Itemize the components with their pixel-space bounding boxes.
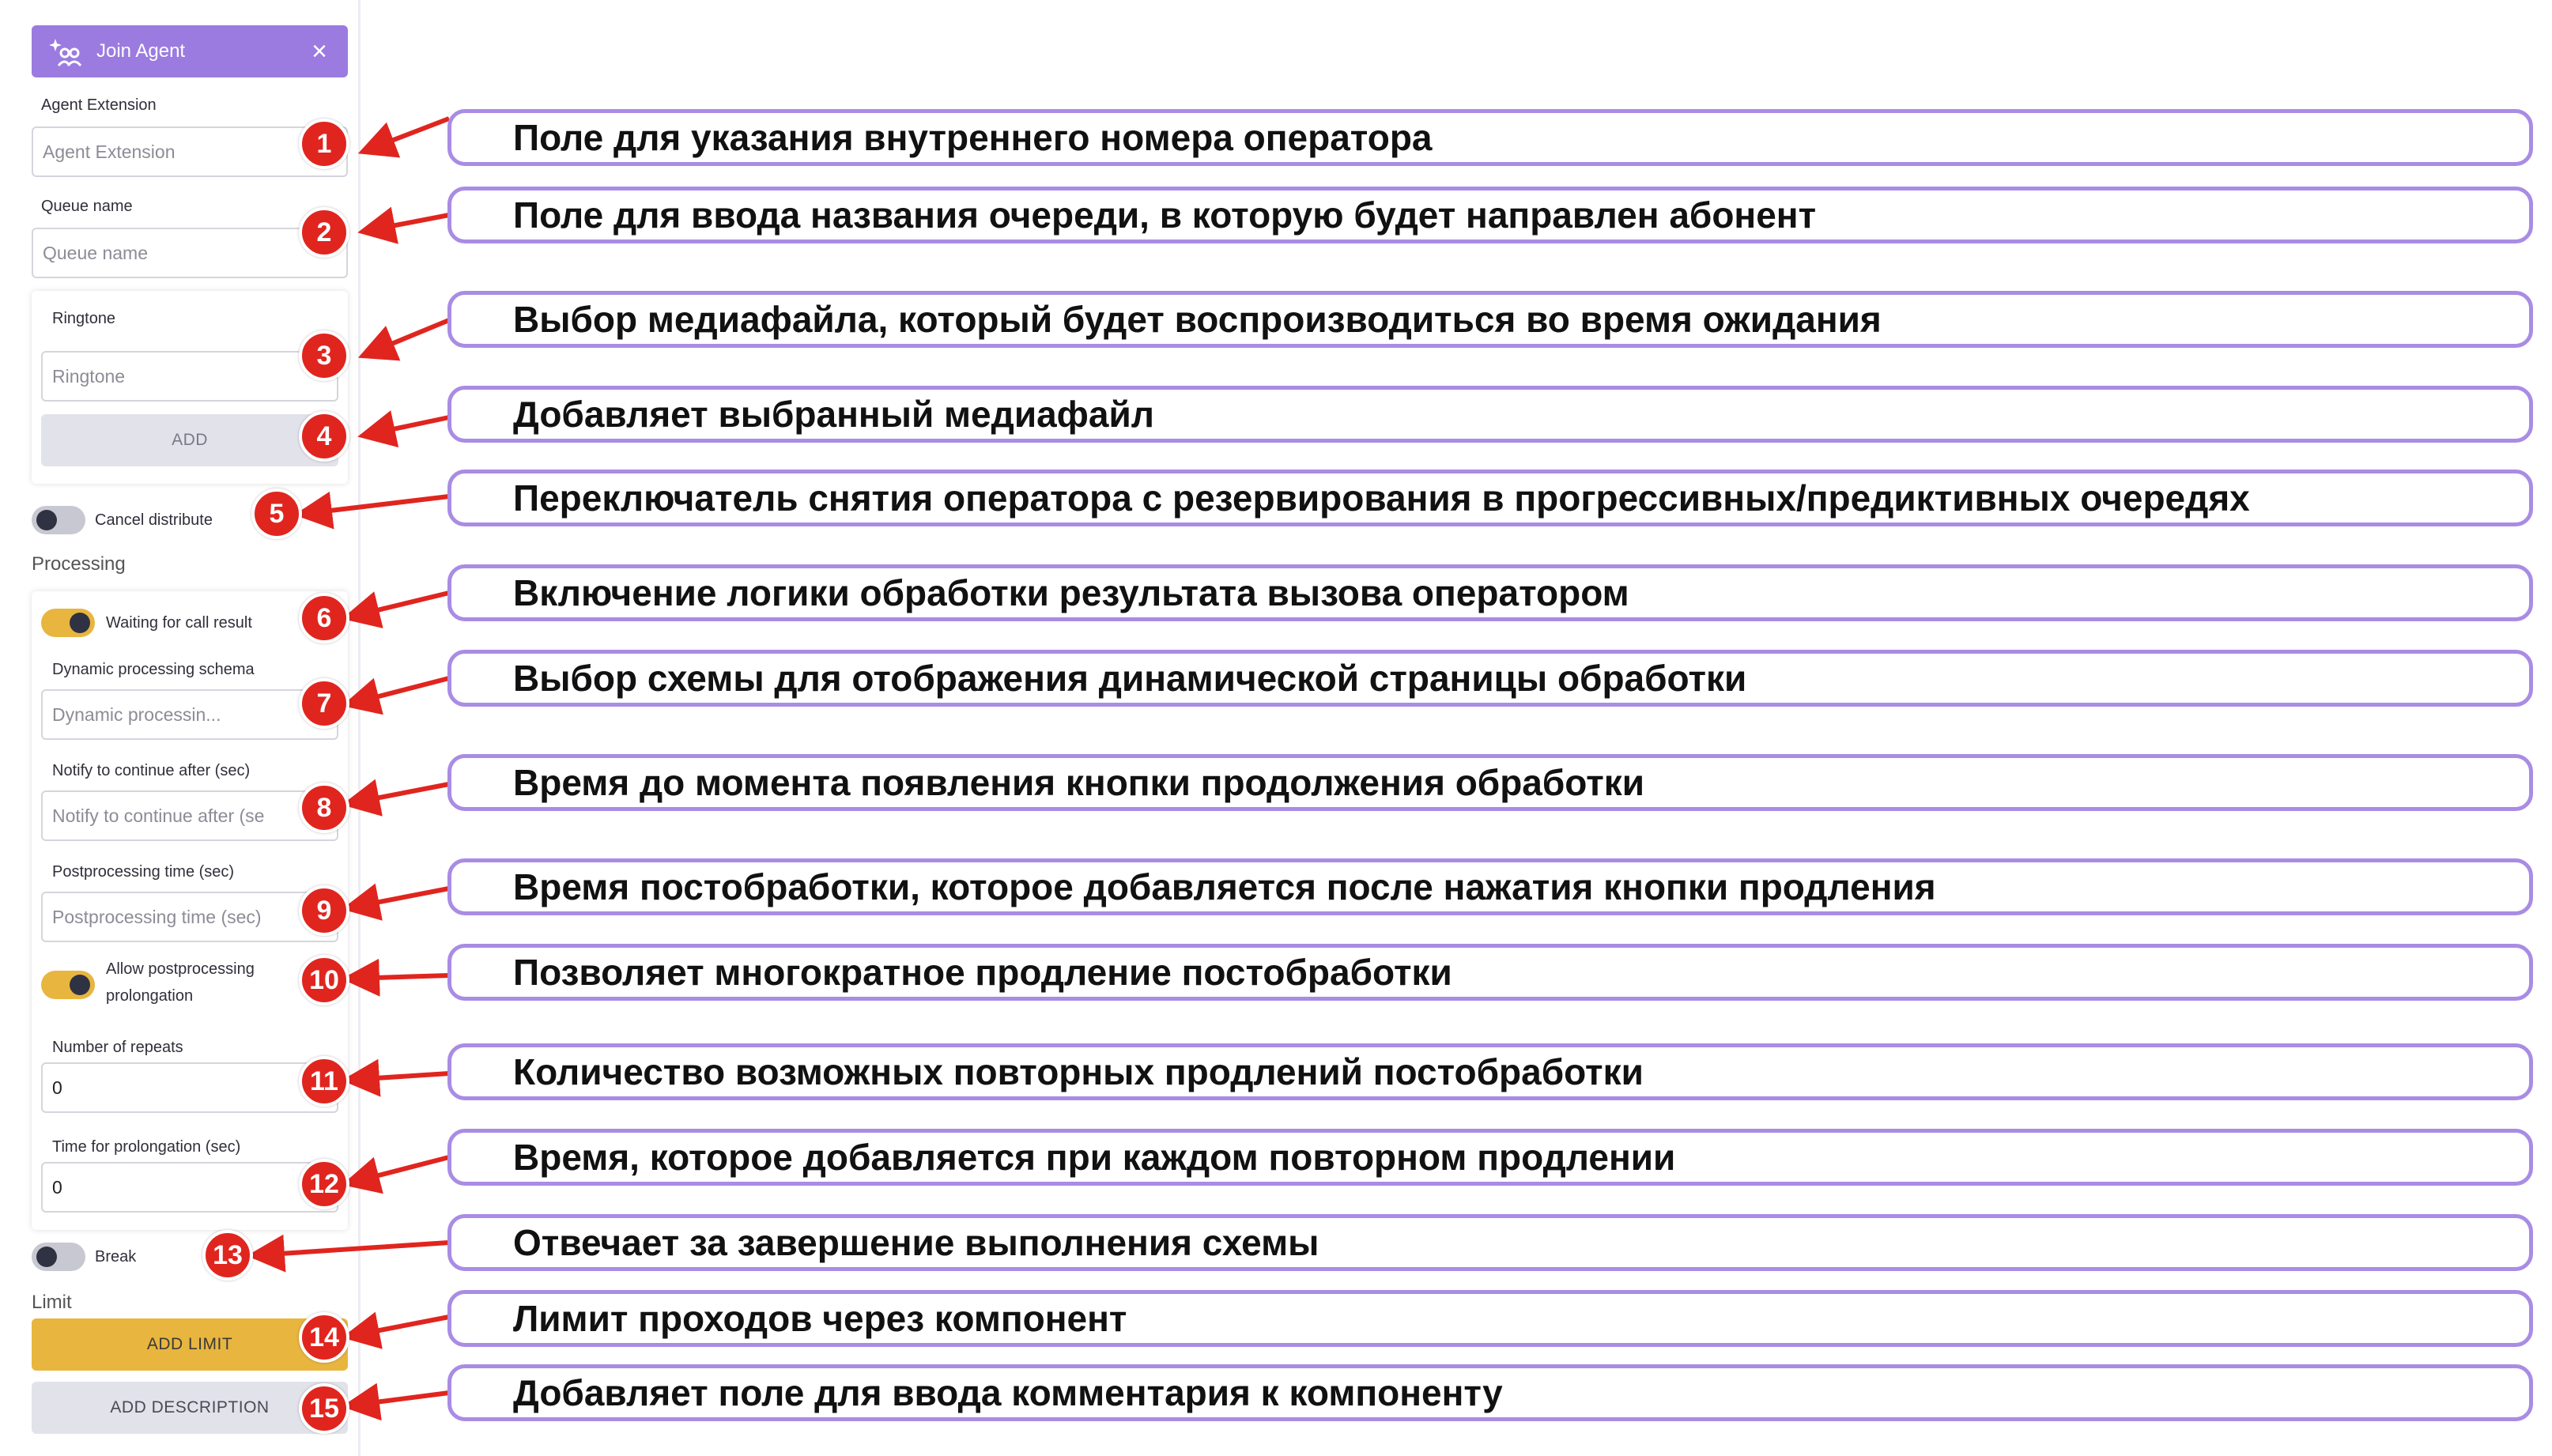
callout-badge-8: 8 bbox=[299, 783, 349, 833]
postprocessing-label: Postprocessing time (sec) bbox=[52, 863, 235, 881]
arrow-5 bbox=[304, 496, 449, 514]
close-icon[interactable]: × bbox=[311, 36, 327, 66]
callout-badge-12: 12 bbox=[299, 1159, 349, 1209]
notify-label: Notify to continue after (sec) bbox=[52, 762, 251, 779]
callout-badge-10: 10 bbox=[299, 955, 349, 1005]
repeats-label: Number of repeats bbox=[52, 1039, 183, 1056]
processing-section-title: Processing bbox=[32, 553, 126, 575]
cancel-distribute-label: Cancel distribute bbox=[95, 511, 213, 529]
callout-text-4: Добавляет выбранный медиафайл bbox=[447, 386, 2533, 443]
callout-text-11: Количество возможных повторных продлений постобработки bbox=[447, 1043, 2533, 1100]
arrow-15 bbox=[351, 1393, 449, 1405]
waiting-for-call-result-label: Waiting for call result bbox=[106, 614, 252, 632]
arrow-8 bbox=[351, 784, 449, 803]
callout-text-13: Отвечает за завершение выполнения схемы bbox=[447, 1214, 2533, 1271]
add-description-button[interactable]: ADD DESCRIPTION bbox=[32, 1382, 348, 1434]
callout-badge-9: 9 bbox=[299, 885, 349, 936]
callout-badge-6: 6 bbox=[299, 593, 349, 643]
callout-text-1: Поле для указания внутреннего номера оператора bbox=[447, 109, 2533, 166]
callout-text-14: Лимит проходов через компонент bbox=[447, 1290, 2533, 1347]
callout-badge-13: 13 bbox=[202, 1230, 253, 1281]
arrow-12 bbox=[351, 1157, 449, 1183]
callout-badge-4: 4 bbox=[299, 411, 349, 462]
callout-text-6: Включение логики обработки результата вызова оператором bbox=[447, 564, 2533, 621]
arrow-14 bbox=[351, 1317, 449, 1336]
callout-badge-2: 2 bbox=[299, 207, 349, 258]
callout-text-10: Позволяет многократное продление постобработки bbox=[447, 944, 2533, 1001]
callout-text-9: Время постобработки, которое добавляется после нажатия кнопки продления bbox=[447, 858, 2533, 915]
agent-extension-input[interactable]: Agent Extension bbox=[32, 126, 348, 177]
limit-section-title: Limit bbox=[32, 1292, 72, 1313]
panel-title: Join Agent bbox=[96, 40, 186, 62]
ringtone-label: Ringtone bbox=[52, 310, 116, 327]
callout-text-8: Время до момента появления кнопки продолжения обработки bbox=[447, 754, 2533, 811]
arrow-7 bbox=[351, 678, 449, 703]
arrow-2 bbox=[367, 215, 449, 231]
callout-badge-3: 3 bbox=[299, 330, 349, 381]
callout-badge-7: 7 bbox=[299, 678, 349, 729]
queue-name-label: Queue name bbox=[41, 198, 133, 215]
notify-input[interactable]: Notify to continue after (se bbox=[41, 790, 338, 841]
allow-prolongation-label-line2: prolongation bbox=[106, 987, 194, 1005]
allow-prolongation-label-line1: Allow postprocessing bbox=[106, 960, 255, 978]
arrow-6 bbox=[351, 593, 449, 617]
arrow-9 bbox=[351, 888, 449, 907]
prolongation-time-label: Time for prolongation (sec) bbox=[52, 1138, 241, 1156]
repeats-input[interactable]: 0 bbox=[41, 1062, 338, 1113]
postprocessing-input[interactable]: Postprocessing time (sec) bbox=[41, 892, 338, 942]
agent-extension-label: Agent Extension bbox=[41, 96, 157, 114]
callout-badge-1: 1 bbox=[299, 119, 349, 169]
queue-name-input[interactable]: Queue name bbox=[32, 228, 348, 278]
add-ringtone-button[interactable]: ADD bbox=[41, 414, 338, 466]
dynamic-schema-select[interactable]: Dynamic processin... bbox=[41, 689, 338, 740]
callout-text-7: Выбор схемы для отображения динамической страницы обработки bbox=[447, 650, 2533, 707]
arrow-3 bbox=[367, 320, 449, 354]
callout-text-3: Выбор медиафайла, который будет воспроизводиться во время ожидания bbox=[447, 291, 2533, 348]
dynamic-schema-label: Dynamic processing schema bbox=[52, 661, 255, 678]
callout-badge-11: 11 bbox=[299, 1056, 349, 1107]
arrow-10 bbox=[351, 975, 449, 979]
callout-text-2: Поле для ввода названия очереди, в которую будет направлен абонент bbox=[447, 187, 2533, 243]
break-label: Break bbox=[95, 1248, 137, 1266]
prolongation-time-input[interactable]: 0 bbox=[41, 1162, 338, 1213]
callout-badge-14: 14 bbox=[299, 1312, 349, 1363]
arrow-13 bbox=[256, 1243, 449, 1255]
callout-badge-15: 15 bbox=[299, 1383, 349, 1434]
callout-text-5: Переключатель снятия оператора с резервирования в прогрессивных/предиктивных очередях bbox=[447, 470, 2533, 526]
ringtone-input[interactable]: Ringtone bbox=[41, 351, 338, 402]
callout-text-15: Добавляет поле для ввода комментария к компоненту bbox=[447, 1364, 2533, 1421]
arrow-1 bbox=[367, 119, 449, 150]
arrow-11 bbox=[351, 1073, 449, 1080]
arrow-4 bbox=[367, 417, 449, 435]
callout-text-12: Время, которое добавляется при каждом повторном продлении bbox=[447, 1129, 2533, 1186]
add-limit-button[interactable]: ADD LIMIT bbox=[32, 1318, 348, 1371]
callout-badge-5: 5 bbox=[251, 488, 302, 539]
